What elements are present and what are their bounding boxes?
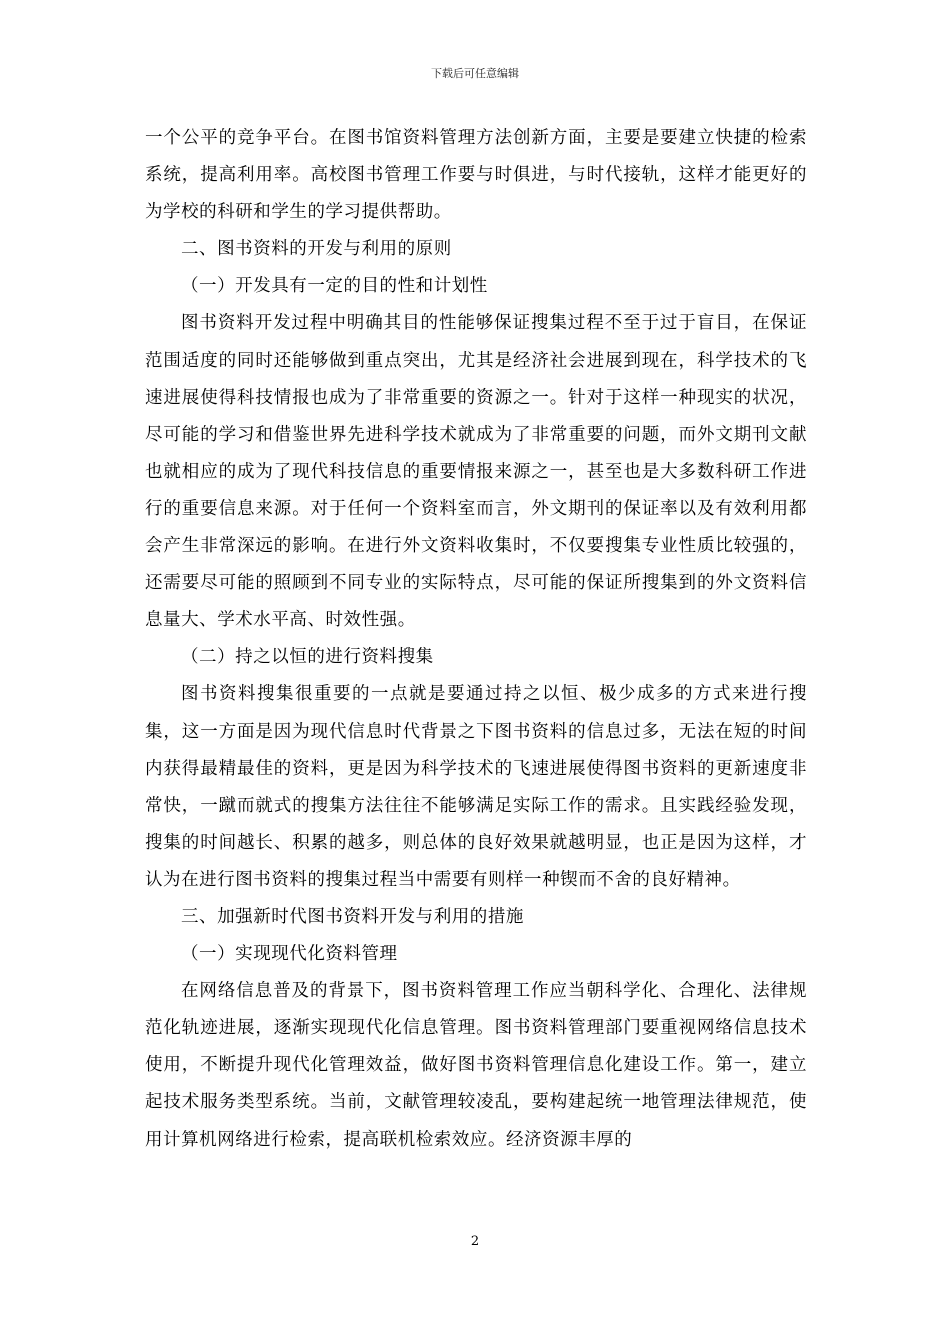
- body-paragraph: 在网络信息普及的背景下，图书资料管理工作应当朝科学化、合理化、法律规范化轨迹进展，逐渐实现现代化信息管理。图书资料管理部门要重视网络信息技术使用，不断提升现代化管理效益，做好图书资料管理信息化建设工作。第一，建立起技术服务类型系统。当前，文献管理较凌乱，要构建起统一地管理法律规范，使用计算机网络进行检索，提高联机检索效应。经济资源丰厚的: [145, 981, 807, 1150]
- document-body: [145, 120, 807, 1159]
- page-header: 下载后可任意编辑: [431, 67, 519, 80]
- body-paragraph: 图书资料搜集很重要的一点就是要通过持之以恒、极少成多的方式来进行搜集，这一方面是因为现代信息时代背景之下图书资料的信息过多，无法在短的时间内获得最精最佳的资料，更是因为科学技术的飞速进展使得图书资料的更新速度非常快，一蹴而就式的搜集方法往往不能够满足实际工作的需求。且实践经验发现，搜集的时间越长、积累的越多，则总体的良好效果就越明显，也正是因为这样，才认为在进行图书资料的搜集过程当中需要有则样一种锲而不舍的良好精神。: [145, 684, 807, 890]
- body-paragraph: 一个公平的竞争平台。在图书馆资料管理方法创新方面，主要是要建立快捷的检索系统，提高利用率。高校图书管理工作要与时俱进，与时代接轨，这样才能更好的为学校的科研和学生的学习提供帮助。: [145, 128, 807, 223]
- subsection-heading: （一）开发具有一定的目的性和计划性: [181, 276, 488, 297]
- page-number: 2: [470, 1234, 480, 1249]
- subsection-heading: （一）实现现代化资料管理: [181, 944, 398, 965]
- body-paragraph: 图书资料开发过程中明确其目的性能够保证搜集过程不至于过于盲目，在保证范围适度的同时还能够做到重点突出，尤其是经济社会进展到现在，科学技术的飞速进展使得科技情报也成为了非常重要的资源之一。针对于这样一种现实的状况，尽可能的学习和借鉴世界先进科学技术就成为了非常重要的问题，而外文期刊文献也就相应的成为了现代科技信息的重要情报来源之一，甚至也是大多数科研工作进行的重要信息来源。对于任何一个资料室而言，外文期刊的保证率以及有效利用都会产生非常深远的影响。在进行外文资料收集时，不仅要搜集专业性质比较强的，还需要尽可能的照顾到不同专业的实际特点，尽可能的保证所搜集到的外文资料信息量大、学术水平高、时效性强。: [145, 313, 807, 631]
- section-heading: 三、加强新时代图书资料开发与利用的措施: [181, 906, 524, 927]
- subsection-heading: （二）持之以恒的进行资料搜集: [181, 647, 434, 668]
- section-heading: 二、图书资料的开发与利用的原则: [181, 239, 452, 260]
